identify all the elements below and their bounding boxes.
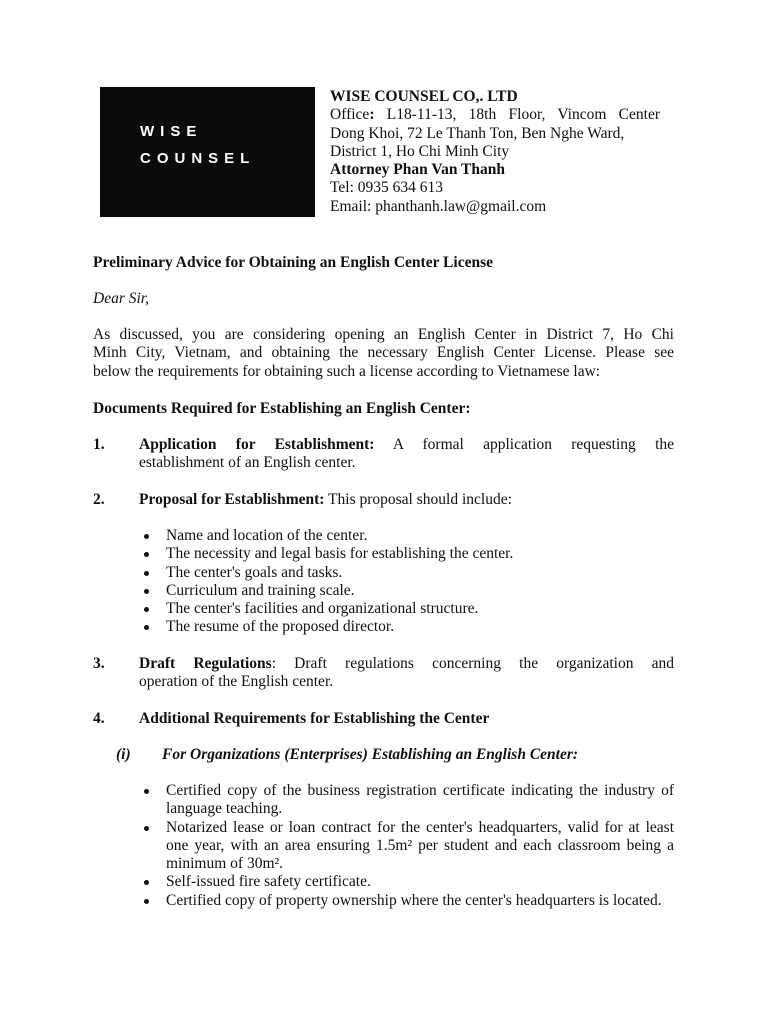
contact-block	[330, 88, 660, 216]
item-4-number: 4.	[93, 710, 105, 727]
item-2	[139, 491, 674, 509]
list-item: The necessity and legal basis for establishing the center.	[139, 545, 674, 563]
item-1-number: 1.	[93, 436, 105, 453]
item-1-line-1	[139, 436, 674, 454]
email: Email: phanthanh.law@gmail.com	[330, 197, 547, 215]
item-3-text-2: operation of the English center.	[139, 673, 334, 691]
intro-line-3: below the requirements for obtaining such a license according to Vietnamese law:	[93, 362, 601, 380]
sub-item-heading: For Organizations (Enterprises) Establishing an English Center:	[162, 746, 579, 763]
letter-title: Preliminary Advice for Obtaining an English Center License	[93, 254, 493, 271]
list-item: Self-issued fire safety certificate.	[139, 873, 674, 891]
item-4-heading: Additional Requirements for Establishing the Center	[139, 710, 490, 727]
list-item: Name and location of the center.	[139, 527, 674, 545]
item-1-heading: Application for Establishment:	[139, 436, 375, 453]
company-logo	[100, 87, 315, 217]
intro-paragraph	[93, 326, 674, 381]
item-1-text-2: establishment of an English center.	[139, 454, 356, 472]
list-item: Curriculum and training scale.	[139, 582, 674, 600]
item-3	[139, 655, 674, 692]
office-colon: :	[369, 106, 375, 124]
office-address-1: L18-11-13, 18th Floor, Vincom Center	[374, 106, 660, 124]
telephone: Tel: 0935 634 613	[330, 179, 444, 197]
item-1	[139, 436, 674, 473]
proposal-bullet-list	[139, 527, 674, 637]
company-name: WISE COUNSEL CO,. LTD	[330, 88, 518, 105]
sub-item-number: (i)	[116, 746, 131, 763]
documents-heading: Documents Required for Establishing an English Center:	[93, 400, 471, 417]
office-line-2: Dong Khoi, 72 Le Thanh Ton, Ben Nghe Ward,	[330, 124, 625, 142]
office-label: Office	[330, 106, 370, 124]
intro-line-2: Minh City, Vietnam, and obtaining the necessary English Center License. Please see	[93, 344, 674, 362]
item-3-line-1	[139, 655, 674, 673]
item-1-text-1: A formal application requesting the	[374, 436, 674, 453]
item-2-heading: Proposal for Establishment:	[139, 491, 325, 508]
list-item: Notarized lease or loan contract for the center's headquarters, valid for at least one year, with an area ensuring 1.5m² per student and each classroom being a minimum of 30m².	[139, 819, 674, 874]
attorney-name: Attorney Phan Van Thanh	[330, 161, 506, 179]
office-line-1	[330, 106, 660, 124]
item-3-heading: Draft Regulations	[139, 655, 272, 672]
list-item: Certified copy of the business registration certificate indicating the industry of language teaching.	[139, 782, 674, 819]
list-item: The center's goals and tasks.	[139, 564, 674, 582]
list-item: The resume of the proposed director.	[139, 618, 674, 636]
greeting: Dear Sir,	[93, 290, 149, 307]
office-line-3: District 1, Ho Chi Minh City	[330, 142, 510, 160]
organization-bullet-list	[139, 782, 674, 910]
item-3-text-1: : Draft regulations concerning the organization and	[271, 655, 674, 672]
intro-line-1: As discussed, you are considering opening an English Center in District 7, Ho Chi	[93, 326, 674, 343]
list-item: Certified copy of property ownership where the center's headquarters is located.	[139, 892, 674, 910]
list-item: The center's facilities and organizational structure.	[139, 600, 674, 618]
item-3-number: 3.	[93, 655, 105, 672]
logo-line-1: WISE	[140, 123, 203, 140]
item-2-text: This proposal should include:	[324, 491, 512, 508]
logo-line-2: COUNSEL	[140, 150, 256, 167]
item-2-number: 2.	[93, 491, 105, 508]
